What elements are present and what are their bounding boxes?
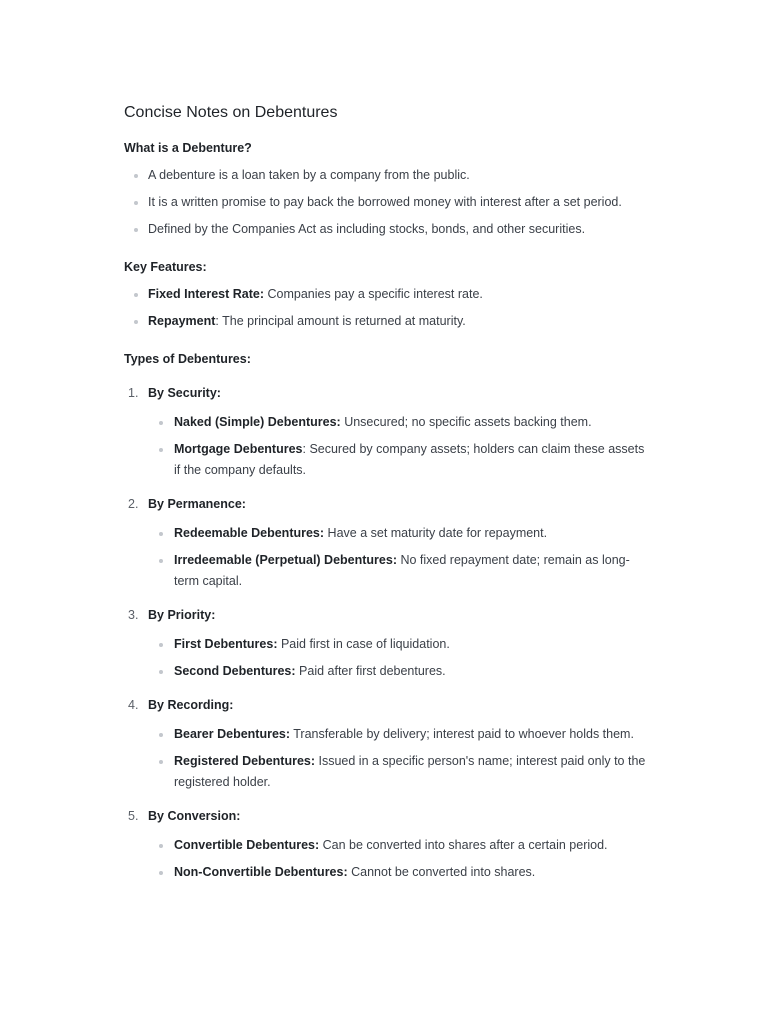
term: Redeemable Debentures: xyxy=(174,526,325,540)
type-group-title xyxy=(124,807,654,825)
list-item xyxy=(148,550,654,592)
description: Unsecured; no specific assets backing them. xyxy=(340,415,592,429)
term: Second Debentures: xyxy=(174,664,296,678)
type-group-title xyxy=(124,606,654,624)
type-sublist xyxy=(124,412,654,481)
type-group-title xyxy=(124,696,654,714)
description: Can be converted into shares after a certain period. xyxy=(319,838,608,852)
type-sublist xyxy=(124,724,654,793)
description: Transferable by delivery; interest paid to whoever holds them. xyxy=(290,727,634,741)
term: Bearer Debentures: xyxy=(174,727,291,741)
type-group xyxy=(124,696,654,793)
list-item: It is a written promise to pay back the borrowed money with interest after a set period. xyxy=(124,192,654,213)
type-label: By Permanence: xyxy=(148,497,246,511)
type-label: By Conversion: xyxy=(148,809,241,823)
description: No fixed repayment date; remain as long-term capital. xyxy=(174,553,630,588)
term: Registered Debentures: xyxy=(174,754,316,768)
section-heading-types: Types of Debentures: xyxy=(124,352,251,366)
term: Naked (Simple) Debentures: xyxy=(174,415,341,429)
term: Non-Convertible Debentures: xyxy=(174,865,348,879)
type-sublist xyxy=(124,523,654,592)
list-item xyxy=(148,634,654,655)
term: Convertible Debentures: xyxy=(174,838,320,852)
list-item xyxy=(148,661,654,682)
list-item xyxy=(148,751,654,793)
what-is-list xyxy=(124,165,654,240)
list-item xyxy=(124,311,654,332)
description: Cannot be converted into shares. xyxy=(347,865,536,879)
list-item xyxy=(148,412,654,433)
type-label: By Priority: xyxy=(148,608,216,622)
section-heading-key-features: Key Features: xyxy=(124,260,207,274)
description: : Secured by company assets; holders can claim these assets if the company defaults. xyxy=(174,442,645,477)
list-item xyxy=(124,284,654,305)
document-content xyxy=(124,101,654,897)
term: Mortgage Debentures xyxy=(174,442,303,456)
term: Repayment xyxy=(148,314,216,328)
list-item xyxy=(148,523,654,544)
description: Paid after first debentures. xyxy=(295,664,446,678)
description: Paid first in case of liquidation. xyxy=(277,637,450,651)
type-group-title xyxy=(124,384,654,402)
section-heading-what-is: What is a Debenture? xyxy=(124,141,252,155)
type-group xyxy=(124,384,654,481)
description: : The principal amount is returned at maturity. xyxy=(215,314,466,328)
type-label: By Recording: xyxy=(148,698,234,712)
term: Irredeemable (Perpetual) Debentures: xyxy=(174,553,397,567)
list-item: Defined by the Companies Act as including stocks, bonds, and other securities. xyxy=(124,219,654,240)
type-number: 4. xyxy=(128,698,139,712)
list-item xyxy=(148,835,654,856)
term: Fixed Interest Rate: xyxy=(148,287,265,301)
types-list xyxy=(124,384,654,883)
type-group-title xyxy=(124,495,654,513)
type-group xyxy=(124,807,654,883)
type-number: 3. xyxy=(128,608,139,622)
type-sublist xyxy=(124,634,654,682)
description: Have a set maturity date for repayment. xyxy=(324,526,548,540)
list-item: A debenture is a loan taken by a company from the public. xyxy=(124,165,654,186)
list-item xyxy=(148,862,654,883)
type-group xyxy=(124,495,654,592)
term: First Debentures: xyxy=(174,637,278,651)
type-number: 1. xyxy=(128,386,139,400)
type-sublist xyxy=(124,835,654,883)
type-number: 2. xyxy=(128,497,139,511)
key-features-list xyxy=(124,284,654,332)
page-title: Concise Notes on Debentures xyxy=(124,104,338,121)
description: Companies pay a specific interest rate. xyxy=(264,287,483,301)
description: Issued in a specific person's name; interest paid only to the registered holder. xyxy=(174,754,646,789)
type-group xyxy=(124,606,654,682)
list-item xyxy=(148,724,654,745)
type-number: 5. xyxy=(128,809,139,823)
list-item xyxy=(148,439,654,481)
type-label: By Security: xyxy=(148,386,221,400)
